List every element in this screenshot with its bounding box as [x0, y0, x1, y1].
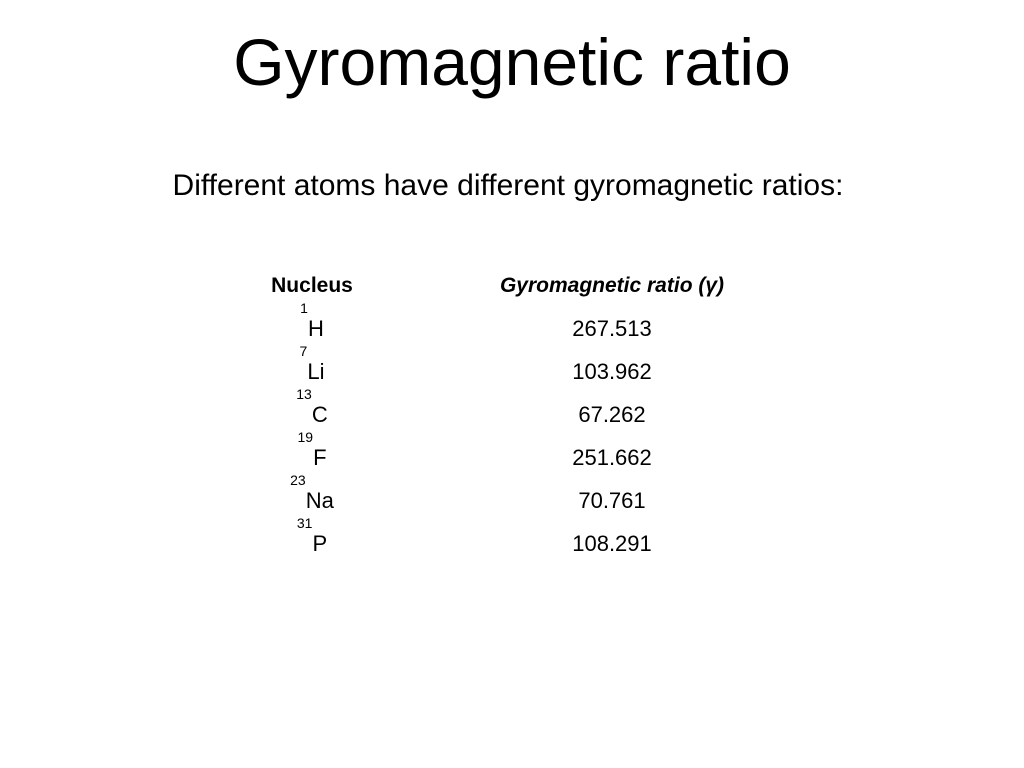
ratio-cell: 103.962: [572, 359, 652, 384]
slide-subtitle: Different atoms have different gyromagnetic ratios:: [172, 169, 844, 202]
ratio-cell: 108.291: [572, 531, 652, 556]
nucleus-cell: [217, 472, 407, 522]
mass-number: 19: [297, 429, 314, 445]
mass-number: 1: [300, 300, 308, 316]
nucleus-cell: [217, 429, 407, 479]
slide-title: Gyromagnetic ratio: [233, 25, 791, 99]
table-row: [217, 515, 817, 565]
mass-number: 13: [296, 386, 312, 402]
header-gyromagnetic-ratio: Gyromagnetic ratio (γ): [499, 274, 725, 297]
element-symbol: F: [313, 445, 327, 470]
nucleus-cell: [217, 515, 407, 565]
header-nucleus: Nucleus: [271, 274, 353, 297]
ratio-cell: 267.513: [572, 316, 652, 341]
gyromagnetic-table: [217, 264, 817, 565]
ratio-cell: 251.662: [572, 445, 652, 470]
element-symbol: P: [312, 531, 328, 556]
mass-number: 7: [299, 343, 308, 359]
ratio-cell: 70.761: [578, 488, 646, 513]
mass-number: 23: [290, 472, 306, 488]
mass-number: 31: [296, 515, 313, 531]
element-symbol: H: [307, 316, 324, 341]
element-symbol: Na: [305, 488, 334, 513]
ratio-cell: 67.262: [578, 402, 646, 427]
element-symbol: C: [311, 402, 328, 427]
nucleus-cell: [217, 343, 407, 393]
nucleus-cell: [217, 300, 407, 350]
table-row: [217, 300, 817, 350]
table-row: [217, 429, 817, 479]
element-symbol: Li: [307, 359, 325, 384]
